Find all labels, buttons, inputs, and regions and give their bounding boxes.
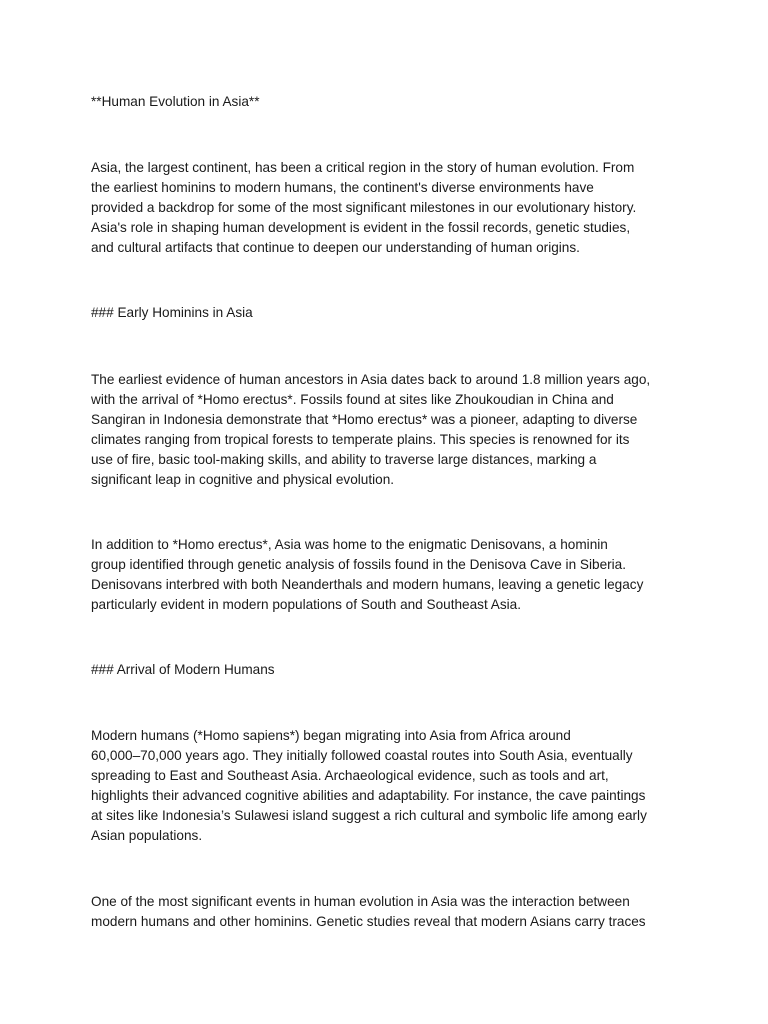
heading-modern-humans: ### Arrival of Modern Humans [91,662,275,677]
intro-line-1: Asia, the largest continent, has been a critical region in the story of human evolution. From [91,160,635,175]
heading-early-hominins: ### Early Hominins in Asia [91,305,253,320]
sapiens-line-2: 60,000–70,000 years ago. They initially followed coastal routes into South Asia, eventually [91,748,633,763]
sapiens-line-3: spreading to East and Southeast Asia. Archaeological evidence, such as tools and art, [91,768,609,783]
erectus-line-6: significant leap in cognitive and physical evolution. [91,472,395,487]
denisovans-line-4: particularly evident in modern populations of South and Southeast Asia. [91,597,521,612]
erectus-line-3: Sangiran in Indonesia demonstrate that *Homo erectus* was a pioneer, adapting to diverse [91,412,638,427]
sapiens-line-1: Modern humans (*Homo sapiens*) began migrating into Asia from Africa around [91,728,571,743]
denisovans-line-3: Denisovans interbred with both Neanderthals and modern humans, leaving a genetic legacy [91,577,644,592]
sapiens-line-5: at sites like Indonesia’s Sulawesi island suggest a rich cultural and symbolic life among early [91,808,647,823]
sapiens-line-6: Asian populations. [91,828,203,843]
erectus-line-1: The earliest evidence of human ancestors in Asia dates back to around 1.8 million years ago, [91,372,651,387]
interaction-line-2: modern humans and other hominins. Genetic studies reveal that modern Asians carry traces [91,914,646,929]
document-title: **Human Evolution in Asia** [91,94,260,109]
interaction-line-1: One of the most significant events in human evolution in Asia was the interaction between [91,894,630,909]
erectus-line-5: use of fire, basic tool-making skills, and ability to traverse large distances, marking a [91,452,597,467]
intro-line-4: Asia's role in shaping human development is evident in the fossil records, genetic studies, [91,220,631,235]
denisovans-line-2: group identified through genetic analysis of fossils found in the Denisova Cave in Siberia. [91,557,627,572]
intro-line-5: and cultural artifacts that continue to deepen our understanding of human origins. [91,240,580,255]
sapiens-line-4: highlights their advanced cognitive abilities and adaptability. For instance, the cave paintings [91,788,646,803]
denisovans-line-1: In addition to *Homo erectus*, Asia was home to the enigmatic Denisovans, a hominin [91,537,608,552]
intro-line-2: the earliest hominins to modern humans, the continent's diverse environments have [91,180,594,195]
erectus-line-2: with the arrival of *Homo erectus*. Fossils found at sites like Zhoukoudian in China and [91,392,614,407]
intro-line-3: provided a backdrop for some of the most significant milestones in our evolutionary history. [91,200,637,215]
erectus-line-4: climates ranging from tropical forests to temperate plains. This species is renowned for its [91,432,630,447]
